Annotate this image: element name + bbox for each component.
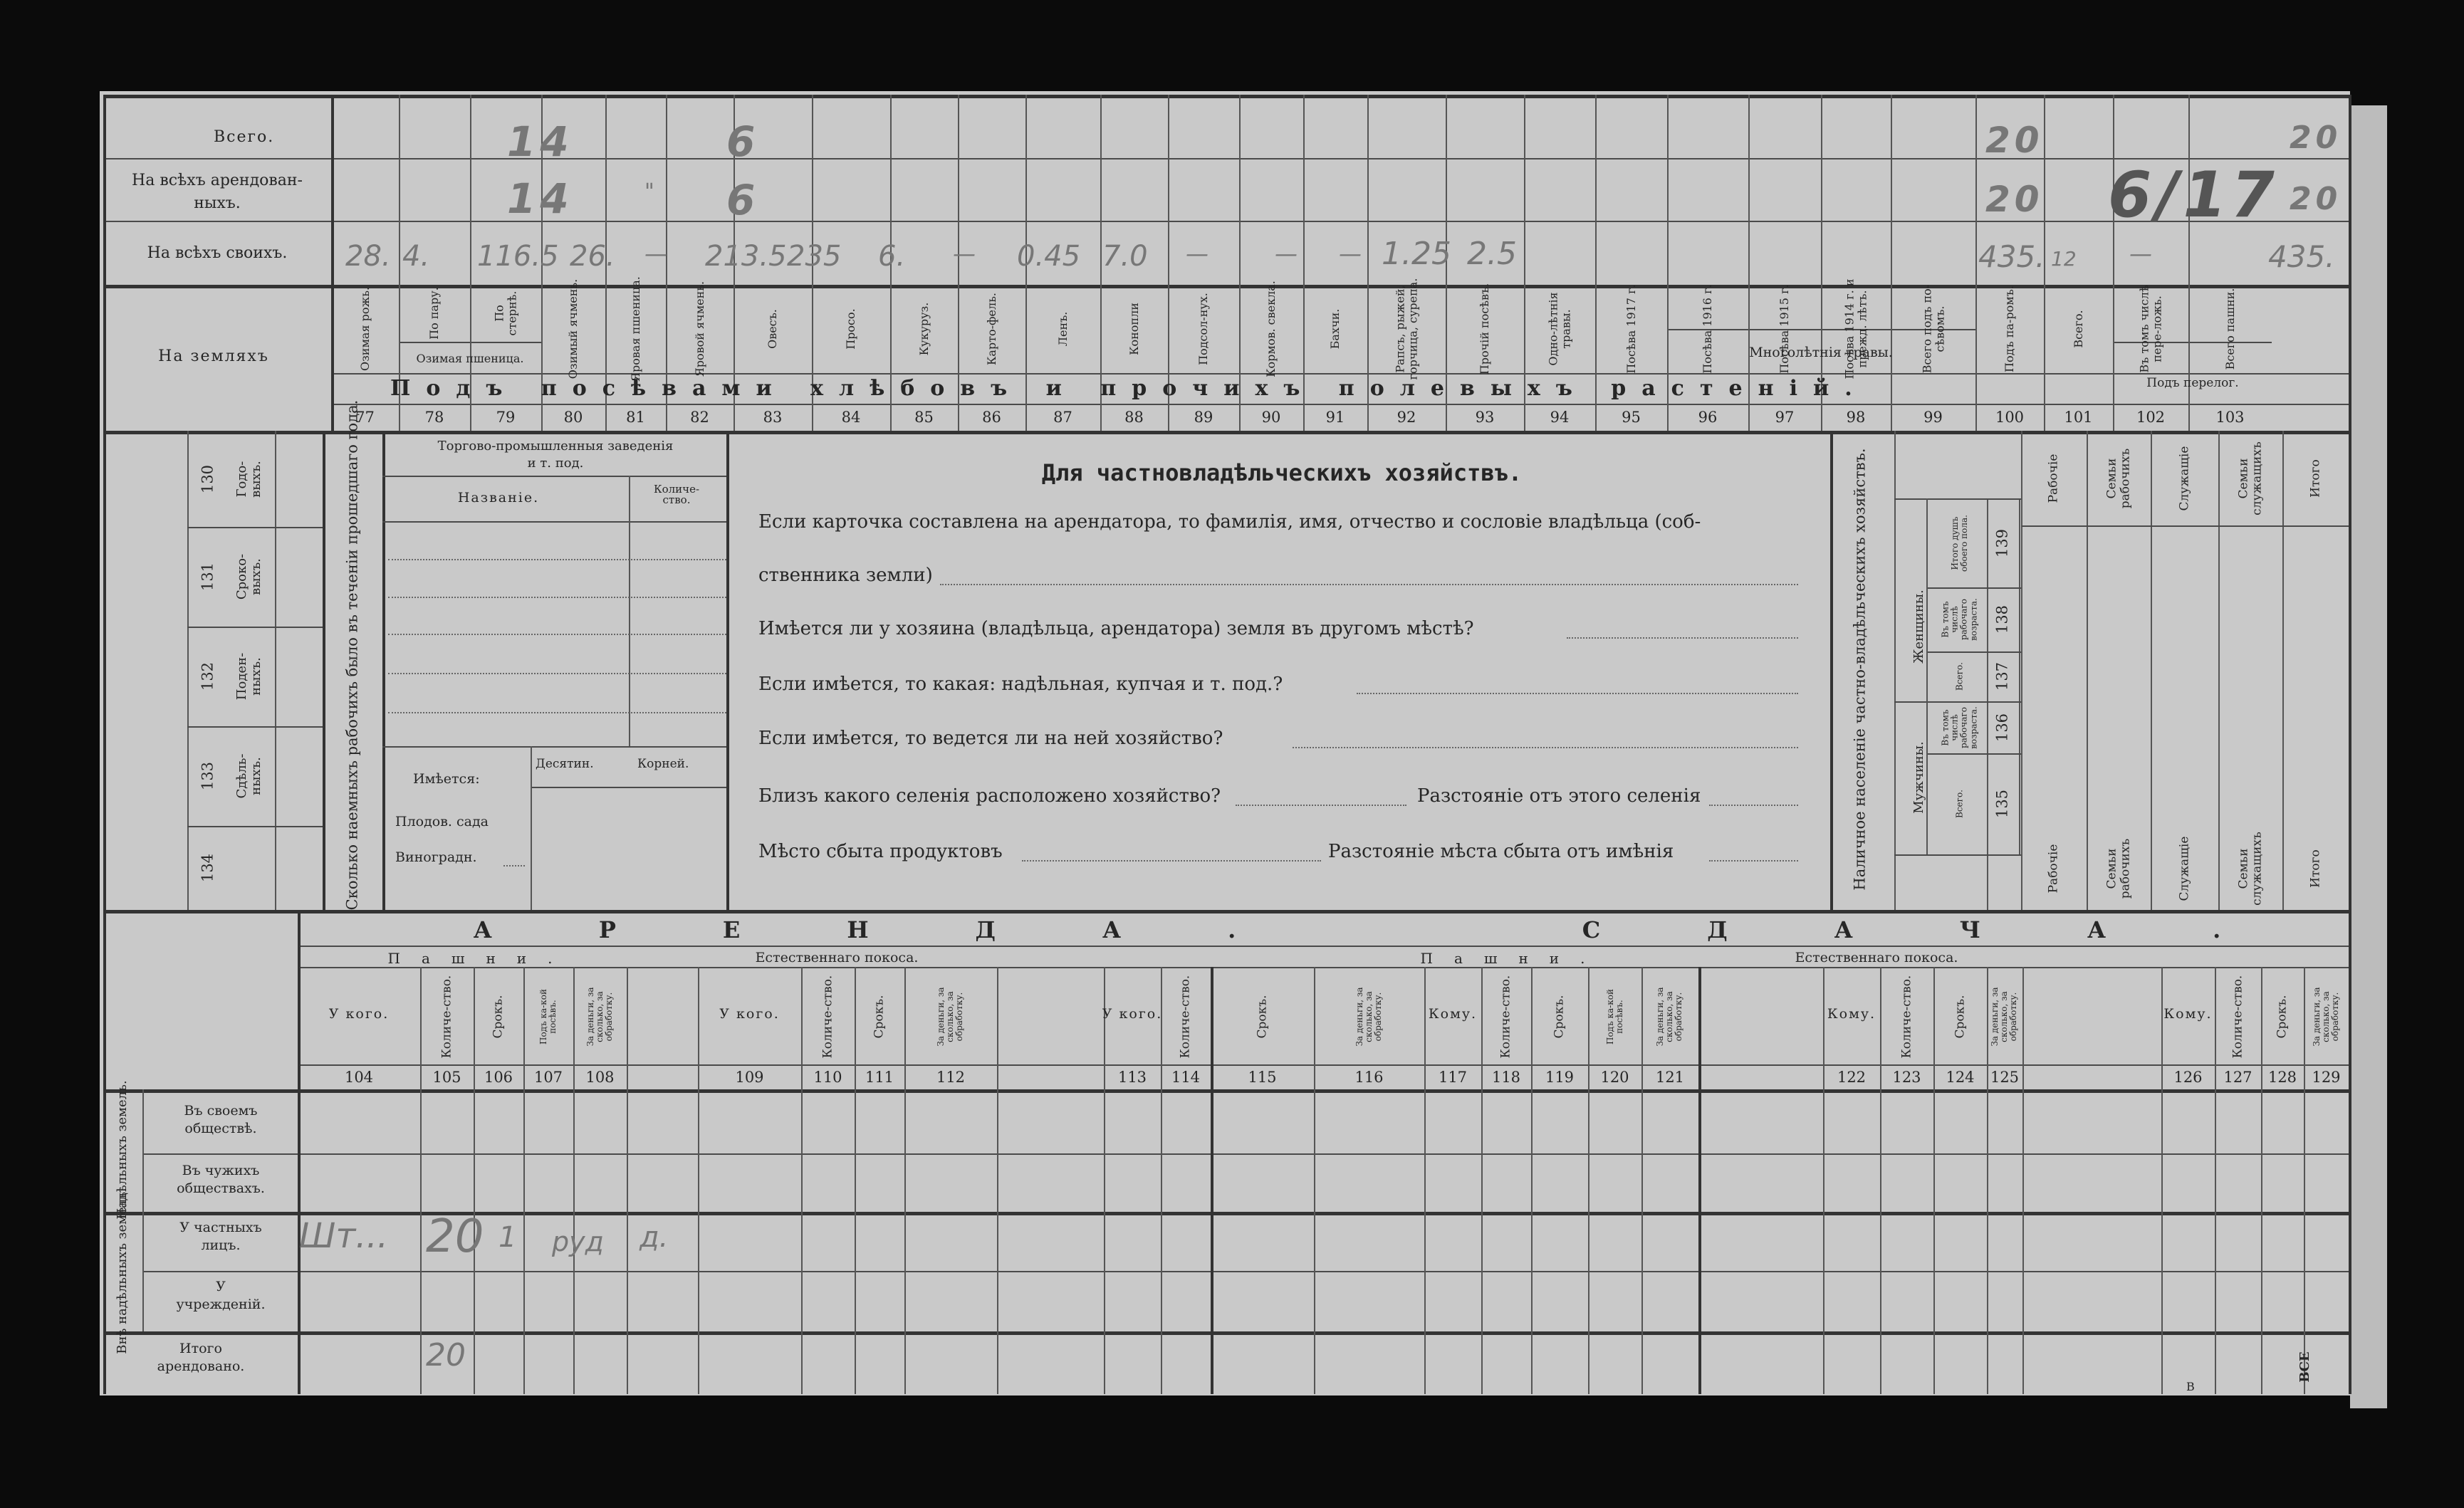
edge-b: В: [2186, 1380, 2195, 1393]
crops-banner: Подъ посѣвами хлѣбовъ и прочихъ полевыхъ растеній.: [390, 376, 1868, 401]
ozimaya-pshenitsa-label: Озимая пшеница.: [416, 352, 524, 365]
bot-col-line: [801, 967, 803, 1394]
bot-col-line: [1104, 967, 1105, 1394]
sub-row-line: [1926, 701, 2021, 703]
bot-head-m-15: Кому.: [1428, 1006, 1478, 1022]
bot-col-line: [474, 967, 475, 1394]
bot-num-123: 123: [1892, 1069, 1921, 1086]
chastn-title: Для частновладѣльческихъ хозяйствъ.: [1041, 459, 1523, 486]
bot-num-110: 110: [813, 1069, 842, 1086]
sub-head-136: Въ томъ числѣ рабочаго возраста.: [1940, 706, 1979, 749]
hw-svoi-100: 12: [2051, 247, 2077, 271]
bot-col-line: [627, 967, 628, 1394]
hw-svoi-90: —: [1339, 240, 1362, 267]
sub-head-139: Итого душъ обоего пола.: [1949, 514, 1969, 572]
sub-num-137: 137: [1993, 661, 2011, 691]
bot-col-line: [1933, 967, 1935, 1394]
top-col-num-91: 91: [1325, 409, 1345, 426]
hw-vsego-80: 6: [726, 117, 760, 166]
top-col-num-84: 84: [841, 409, 861, 426]
right-col-head-bottom-4: Итого: [2308, 849, 2323, 888]
top-col-num-78: 78: [424, 409, 444, 426]
bot-head-u-11: У кого.: [1102, 1006, 1163, 1022]
sub-row-line: [1926, 753, 2021, 755]
sub-num-138: 138: [1993, 604, 2011, 634]
bot-num-108: 108: [585, 1069, 615, 1086]
bot-head-s-28: Срокъ.: [2275, 995, 2290, 1039]
bot-num-120: 120: [1600, 1069, 1629, 1086]
bot-num-113: 113: [1117, 1069, 1147, 1086]
attached-card-edge: [2350, 105, 2387, 1408]
bot-col-line: [2261, 967, 2262, 1394]
bot-col-line: [1314, 967, 1315, 1394]
vinogradn-label: Виноградн.: [395, 849, 477, 865]
bot-num-107: 107: [533, 1069, 563, 1086]
hw-vsego-103: 20: [2290, 120, 2342, 156]
pod-perelog-label: Подъ перелог.: [2146, 376, 2239, 390]
hw-svoi-92: 2.5: [1467, 236, 1517, 272]
right-col-head-bottom-0: Рабочіе: [2046, 844, 2061, 894]
bot-head-s-17: Срокъ.: [1552, 995, 1567, 1039]
mid-left-row-line: [187, 527, 323, 528]
bot-col-line: [997, 967, 998, 1394]
bot-col-line: [855, 967, 856, 1394]
bot-col-line: [1424, 967, 1426, 1394]
hw-margin-note: 6/17: [2108, 158, 2279, 231]
bot-head-p-3: Подъ ка-кой посѣвъ.: [538, 989, 558, 1044]
bot-col-line: [573, 967, 575, 1394]
top-col-num-94: 94: [1550, 409, 1570, 426]
bot-num-105: 105: [432, 1069, 461, 1086]
hw-u-kogo: Шт...: [299, 1216, 389, 1256]
top-col-num-86: 86: [982, 409, 1001, 426]
bot-num-106: 106: [484, 1069, 513, 1086]
nalichnoe-title: Наличное населеніе частно-владѣльческихъ хозяйствъ.: [1851, 448, 1869, 891]
bot-head-k-27: Количе-ство.: [2230, 975, 2245, 1059]
top-col-num-100: 100: [1995, 409, 2025, 426]
q6-distance: Разстояніе мѣста сбыта отъ имѣнія: [1328, 841, 1674, 862]
top-col-num-88: 88: [1124, 409, 1144, 426]
bot-head-z-24: За деньги, за сколько, за обработку.: [1990, 987, 2019, 1047]
top-col-num-103: 103: [2215, 409, 2245, 426]
top-col-num-82: 82: [690, 409, 709, 426]
top-col-line: [1891, 95, 1892, 431]
q5-distance: Разстояніе отъ этого селенія: [1417, 785, 1701, 807]
bot-head-s-13: Срокъ.: [1255, 995, 1270, 1039]
bot-num-112: 112: [936, 1069, 966, 1086]
hw-svoi-99: 435.: [1978, 239, 2045, 274]
bot-col-line: [1531, 967, 1533, 1394]
hw-svoi-103: 435.: [2268, 239, 2335, 274]
muzhchiny-label: Мужчины.: [1911, 741, 1927, 814]
top-col-head-103: Всего пашни.: [2223, 288, 2237, 370]
row-chuzhikh: Въ чужихъ обществахъ.: [177, 1163, 265, 1196]
top-col-head-84: Просо.: [844, 308, 858, 350]
sdacha-pokosa: Естественнаго покоса.: [1795, 950, 1958, 965]
right-col-head-top-1: Семьи рабочихъ: [2104, 448, 2132, 509]
sub-col-line: [1926, 498, 1928, 854]
bot-num-125: 125: [1990, 1069, 2020, 1086]
bot-col-line: [2161, 967, 2163, 1394]
hw-svoi-77: 28.: [345, 240, 391, 273]
bot-col-line: [1987, 967, 1988, 1394]
top-col-head-88: Конопли: [1127, 303, 1141, 355]
bot-head-s-23: Срокъ.: [1953, 995, 1968, 1039]
nazvanie-label: Названіе.: [457, 490, 540, 506]
right-col-head-bottom-2: Служащіе: [2177, 836, 2192, 901]
sada-label: Плодов. сада: [395, 814, 489, 829]
hw-svoi-101: —: [2129, 240, 2152, 267]
right-col-head-top-2: Служащіе: [2177, 446, 2192, 511]
bot-num-121: 121: [1655, 1069, 1685, 1086]
mid-left-head-130: Годо-выхъ.: [234, 460, 263, 498]
bot-head-k-16: Количе-ство.: [1498, 975, 1513, 1059]
top-col-num-98: 98: [1846, 409, 1866, 426]
hw-svoi-81: —: [644, 240, 667, 267]
kolichestvo-label: Количе-ство.: [653, 483, 700, 506]
hw-arend-78: 14: [507, 174, 573, 223]
hw-svoi-80: 26.: [570, 240, 615, 273]
bot-head-m-26: Кому.: [2163, 1006, 2213, 1022]
bot-head-k-7: Количе-ство.: [820, 975, 835, 1059]
right-col-head-bottom-1: Семьи рабочихъ: [2104, 838, 2132, 899]
top-col-line: [2113, 95, 2114, 431]
top-col-head-85: Кукуруз.: [917, 302, 931, 356]
top-col-num-92: 92: [1397, 409, 1416, 426]
bot-head-z-9: За деньги, за сколько, за обработку.: [936, 987, 965, 1047]
bot-num-118: 118: [1491, 1069, 1521, 1086]
mid-left-row-line: [187, 627, 323, 628]
bot-col-line: [1211, 967, 1213, 1394]
hw-svoi-84: 6.: [878, 240, 906, 273]
bot-col-line: [2304, 967, 2305, 1394]
top-col-head-86: Карто-фель.: [984, 293, 998, 366]
right-col-head-top-4: Итого: [2308, 459, 2323, 498]
bot-head-z-19: За деньги, за сколько, за обработку.: [1655, 987, 1684, 1047]
mnogoletnie-label: Многолѣтнія травы.: [1749, 345, 1893, 360]
bot-col-line: [1698, 967, 1701, 1394]
right-col-head-top-3: Семьи служащихъ: [2236, 441, 2264, 515]
bot-num-124: 124: [1946, 1069, 1975, 1086]
hw-arend-80: 6: [726, 176, 760, 224]
top-col-head-93: Прочій посѣвъ.: [1478, 283, 1492, 375]
arenda-title: АРЕНДА.: [473, 916, 1343, 943]
bot-col-line: [2022, 967, 2024, 1394]
row-chastnykh: У частныхъ лицъ.: [179, 1220, 262, 1253]
q2-text: Имѣется ли у хозяина (владѣльца, арендатора) земля въ другомъ мѣстѣ?: [758, 618, 1474, 639]
right-col-head-bottom-3: Семьи служащихъ: [2236, 832, 2264, 906]
top-col-head-94: Одно-лѣтнія травы.: [1546, 292, 1572, 366]
row-svoem: Въ своемъ обществѣ.: [184, 1103, 258, 1136]
hw-za: руд: [552, 1226, 604, 1257]
bot-col-line: [904, 967, 906, 1394]
top-col-head-99: Всего подъ по-сѣвомъ.: [1919, 284, 1946, 374]
top-col-num-101: 101: [2064, 409, 2093, 426]
top-col-line: [1975, 95, 1977, 431]
top-col-num-81: 81: [626, 409, 645, 426]
edge-vse: ВСЕ: [2297, 1351, 2313, 1383]
mid-left-num-130: 130: [199, 464, 216, 493]
hw-svoi-87: 7.0: [1102, 240, 1148, 273]
hw-arend-103: 20: [2290, 181, 2342, 217]
arenda-pashni: Пашни.: [387, 950, 574, 967]
bot-col-line: [1588, 967, 1589, 1394]
imeetsya-label: Имѣется:: [413, 771, 480, 787]
q6-text: Мѣсто сбыта продуктовъ: [758, 841, 1003, 862]
hw-svoi-89: —: [1275, 240, 1298, 267]
bot-num-114: 114: [1171, 1069, 1201, 1086]
sdacha-pashni: Пашни.: [1420, 950, 1607, 967]
hw-svoi-82: 213.5: [705, 240, 787, 273]
zhenshchiny-label: Женщины.: [1911, 590, 1927, 664]
bot-num-116: 116: [1354, 1069, 1384, 1086]
bot-col-line: [420, 967, 422, 1394]
row-label-svoikh: На всѣхъ своихъ.: [147, 244, 288, 262]
hw-arend-99: 20: [1985, 179, 2044, 220]
bot-num-128: 128: [2267, 1069, 2297, 1086]
hw-vsego-99: 20: [1985, 120, 2044, 161]
top-col-head-83: Овесъ.: [766, 309, 780, 349]
sub-num-139: 139: [1993, 528, 2011, 557]
top-col-head-90: Кормов. свекла.: [1264, 281, 1278, 377]
hw-svoi-88: —: [1186, 240, 1208, 267]
sub-num-135: 135: [1993, 789, 2011, 819]
bot-num-117: 117: [1438, 1069, 1468, 1086]
top-col-head-77: Озимая рожь.: [357, 286, 372, 372]
bot-num-115: 115: [1248, 1069, 1277, 1086]
row-uchrezhdeniy: У учрежденій.: [176, 1279, 266, 1312]
bot-num-129: 129: [2312, 1069, 2341, 1086]
top-col-head-98: Посѣва 1914 г. и прежд. лѣтъ.: [1842, 278, 1869, 379]
bot-col-line: [1880, 967, 1881, 1394]
bot-head-z-14: За деньги, за сколько, за обработку.: [1354, 987, 1384, 1047]
top-col-head-87: Ленъ.: [1055, 311, 1070, 347]
mid-left-head-133: Сдѣль-ныхъ.: [234, 753, 263, 799]
mid-left-num-133: 133: [199, 761, 216, 791]
bot-head-u-6: У кого.: [719, 1006, 780, 1022]
korney-label: Корней.: [637, 757, 689, 771]
rabochikh-title: Сколько наемныхъ рабочихъ было въ теченіи прошедшаго года.: [343, 399, 361, 911]
bot-col-line: [1641, 967, 1643, 1394]
top-col-head-96: Посѣва 1916 г.: [1701, 284, 1715, 374]
top-col-num-85: 85: [914, 409, 934, 426]
bot-head-s-2: Срокъ.: [491, 995, 506, 1039]
bot-col-line: [2215, 967, 2216, 1394]
sdacha-title: СДАЧА.: [1582, 916, 2328, 943]
top-col-head-101: Всего.: [2071, 310, 2085, 348]
arenda-pokosa: Естественнаго покоса.: [755, 950, 919, 965]
row-label-arendovannykh-2: ныхъ.: [194, 194, 241, 212]
bot-num-104: 104: [344, 1069, 374, 1086]
row-label-zemlyakh: На земляхъ: [158, 347, 269, 365]
bot-col-line: [1823, 967, 1824, 1394]
hw-svoi-79: 116.5: [477, 240, 559, 273]
bot-num-122: 122: [1837, 1069, 1867, 1086]
nadel-label: Надѣльныхъ земель.: [115, 1080, 130, 1220]
q1-line-1: Если карточка составлена на арендатора, то фамилія, имя, отчество и сословіе владѣльца (соб-: [758, 511, 1701, 533]
top-col-num-79: 79: [496, 409, 516, 426]
sub-num-136: 136: [1993, 713, 2011, 742]
sub-head-137: Всего.: [1954, 662, 1965, 691]
sub-row-line: [1926, 651, 2021, 653]
bot-col-line: [698, 967, 699, 1394]
hw-svoi-85: —: [953, 240, 976, 267]
top-col-head-102: Въ томъ числѣ пере-ложь.: [2137, 285, 2163, 373]
top-col-head-80: Озимый ячмень.: [566, 278, 580, 379]
sub-head-135: Всего.: [1954, 790, 1965, 818]
hw-vsego-78: 14: [507, 117, 573, 166]
q4-text: Если имѣется, то ведется ли на ней хозяйство?: [758, 728, 1223, 749]
hw-srok: 1: [498, 1221, 517, 1254]
right-col-head-top-0: Рабочіе: [2046, 454, 2061, 503]
bot-head-s-8: Срокъ.: [872, 995, 887, 1039]
sub-head-138: Въ томъ числѣ рабочаго возраста.: [1940, 598, 1979, 641]
q1-line-2: ственника земли): [758, 565, 933, 586]
top-col-num-89: 89: [1194, 409, 1213, 426]
bot-num-111: 111: [865, 1069, 894, 1086]
bot-num-127: 127: [2223, 1069, 2252, 1086]
bot-head-m-21: Кому.: [1827, 1006, 1876, 1022]
top-col-num-87: 87: [1053, 409, 1072, 426]
top-col-num-96: 96: [1698, 409, 1718, 426]
bot-col-line: [1161, 967, 1162, 1394]
bot-col-line: [1481, 967, 1483, 1394]
top-col-head-89: Подсол-нух.: [1196, 293, 1211, 365]
mid-left-num-132: 132: [199, 661, 216, 691]
hw-itogo: 20: [426, 1337, 466, 1373]
top-col-head-82: Яровой ячмень.: [692, 281, 706, 377]
top-col-head-78: По пару.: [427, 287, 442, 340]
row-label-arendovannykh-1: На всѣхъ арендован-: [132, 172, 303, 189]
bot-head-z-4: За деньги, за сколько, за обработку.: [585, 987, 615, 1047]
top-col-head-95: Посѣва 1917 г.: [1624, 284, 1638, 374]
top-col-head-79: По стернѣ.: [492, 290, 518, 336]
bot-head-k-12: Количе-ство.: [1178, 975, 1193, 1059]
top-col-num-80: 80: [563, 409, 583, 426]
top-col-num-90: 90: [1261, 409, 1281, 426]
mid-left-num-134: 134: [199, 853, 216, 883]
top-col-head-91: Бахчи.: [1328, 308, 1342, 350]
bot-head-z-29: За деньги, за сколько, за обработку.: [2311, 987, 2341, 1047]
vne-nadel-label: Внѣ надѣльныхъ земель.: [115, 1188, 130, 1354]
hw-kolichestvo: 20: [426, 1210, 484, 1263]
top-col-num-102: 102: [2136, 409, 2166, 426]
top-col-num-93: 93: [1475, 409, 1495, 426]
hw-arend-79: ": [644, 179, 654, 204]
zavedeniya-title-1: Торгово-промышленныя заведенія: [437, 439, 674, 454]
mid-left-head-131: Сроко-выхъ.: [234, 553, 263, 600]
hw-svoi-83: 235: [787, 240, 842, 273]
hw-svoi-86: 0.45: [1017, 240, 1081, 273]
q5-text: Близъ какого селенія расположено хозяйство?: [758, 785, 1221, 807]
row-itogo: Итого арендовано.: [157, 1341, 245, 1374]
top-col-head-97: Посѣва 1915 г.: [1777, 284, 1792, 374]
bot-head-k-22: Количе-ство.: [1899, 975, 1914, 1059]
bot-head-p-18: Подъ ка-кой посѣвъ.: [1604, 989, 1624, 1044]
bot-col-line: [523, 967, 525, 1394]
top-col-head-92: Рапсъ, рыжей, горчица, сурепа.: [1393, 278, 1419, 380]
hw-svoi-78: 4.: [402, 240, 430, 273]
q3-text: Если имѣется, то какая: надѣльная, купчая и т. под.?: [758, 674, 1283, 695]
sub-row-line: [1926, 498, 2021, 500]
bot-num-119: 119: [1545, 1069, 1575, 1086]
top-col-num-97: 97: [1775, 409, 1795, 426]
top-col-head-81: Яровая пшеница.: [628, 276, 642, 382]
zavedeniya-title-2: и т. под.: [527, 456, 584, 471]
top-col-num-95: 95: [1622, 409, 1641, 426]
bot-head-k-1: Количе-ство.: [439, 975, 454, 1059]
mid-left-num-131: 131: [199, 562, 216, 592]
bot-head-u-0: У кого.: [328, 1006, 390, 1022]
sub-row-line: [1926, 587, 2021, 589]
top-col-num-99: 99: [1923, 409, 1943, 426]
mid-left-row-line: [187, 826, 323, 827]
top-col-num-83: 83: [763, 409, 783, 426]
desyatin-label: Десятин.: [536, 757, 594, 771]
bot-num-126: 126: [2173, 1069, 2203, 1086]
mid-left-head-132: Поден-ныхъ.: [234, 652, 263, 701]
top-col-num-77: 77: [355, 409, 375, 426]
row-label-vsego: Всего.: [214, 128, 275, 146]
mid-left-row-line: [187, 726, 323, 728]
hw-d: д.: [640, 1221, 669, 1254]
top-col-head-100: Подъ па-ромъ.: [2003, 286, 2017, 372]
bot-num-109: 109: [735, 1069, 764, 1086]
hw-svoi-91: 1.25: [1382, 236, 1451, 272]
